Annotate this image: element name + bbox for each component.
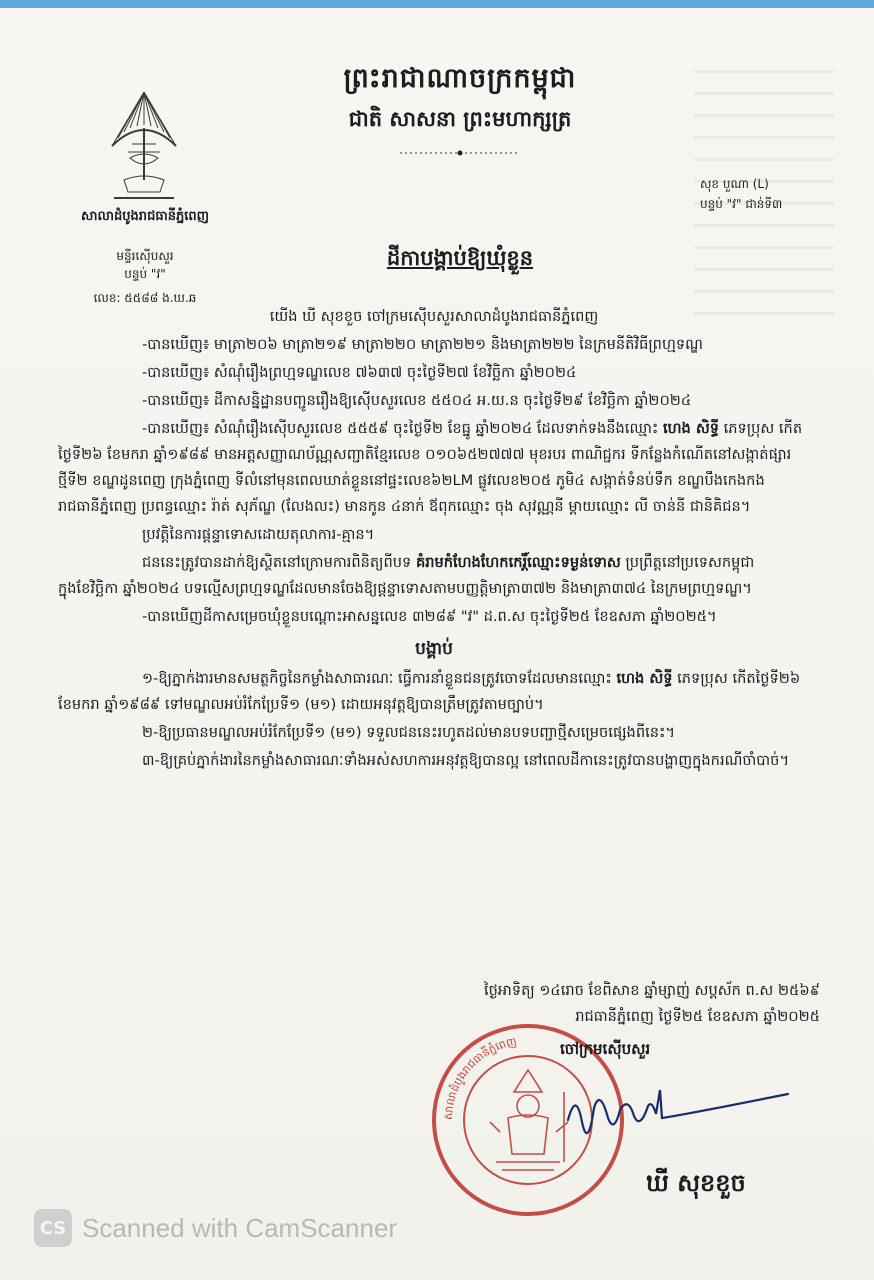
order-3: ៣-ឱ្យគ្រប់ភ្នាក់ងារនៃកម្លាំងសាធារណៈទាំងអស់សហការអនុវត្តឱ្យបានល្អ នៅពេលដីកានេះត្រូវបានបង្ហាញក្នុងករណីចាំបាច់។ — [142, 752, 790, 769]
file-chamber: បន្ទប់ "វ" ជាន់ទី៣ — [700, 197, 783, 211]
seen-clause-3: -បានឃើញ៖ ដីកាសន្និដ្ឋានបញ្ជូនរឿងឱ្យស៊ើបសួរលេខ ៥៥០៤ អ.យ.ន ចុះថ្ងៃទី២៩ ខែវិច្ឆិកា ឆ្នាំ២០២៤ — [142, 392, 692, 409]
investigation-office: មន្ទីរស៊ើបសួរ — [116, 249, 174, 263]
signatory-name: ឃី សុខខួច — [646, 1169, 746, 1197]
charge-paragraph — [58, 550, 810, 602]
order-heading: បង្គាប់ — [415, 639, 453, 659]
order-1-name: ហេង សិទ្ធី — [616, 670, 673, 687]
charge-prefix: ជននេះត្រូវបានដាក់ឱ្យស្ថិតនៅក្រោមការពិនិត្យពីបទ — [142, 554, 412, 571]
seen-clause-1: -បានឃើញ៖ មាត្រា២០៦ មាត្រា២១៩ មាត្រា២២០ មាត្រា២២១ និងមាត្រា២២២ នៃក្រមនីតិវិធីព្រហ្មទណ្ឌ — [142, 336, 703, 353]
national-motto: ជាតិ សាសនា ព្រះមហាក្សត្រ — [348, 107, 572, 131]
file-number: សុខ បួណា (L) — [700, 177, 769, 191]
kingdom-heading: ព្រះរាជាណាចក្រកម្ពុជា — [343, 63, 577, 94]
accused-details: ភេទប្រុស កើតថ្ងៃទី២៦ ខែមករា ឆ្នាំ១៩៨៩ មានអត្តសញ្ញាណប័ណ្ណសញ្ជាតិខ្មែរលេខ ០១០៦៥២៧៧៧ មុខរបរ ពាណិជ្ជករ ទីកន្លែងកំណើតនៅសង្កាត់ផ្សារថ្មីទី២ ខណ្ឌដូនពេញ ក្រុងភ្នំពេញ ទីលំនៅមុនពេលឃាត់ខ្លួននៅផ្ទះលេខ៦២LM ផ្លូវលេខ២០៥ ភូមិ៤ សង្កាត់ទំនប់ទឹក ខណ្ឌបឹងកេងកង រាជធានីភ្នំពេញ ប្រពន្ធឈ្មោះ រ៉ាត់ សុភ័ណ្ឌ (លែងលះ) មានកូន ៤នាក់ ឪពុកឈ្មោះ ចុង សុវណ្ណនី ម្តាយឈ្មោះ លី ចាន់នី ជានិគិជន។ — [58, 420, 803, 515]
scan-top-edge — [0, 0, 874, 8]
camscanner-text: Scanned with CamScanner — [82, 1212, 398, 1243]
chamber-label: បន្ទប់ "វ" — [124, 267, 166, 281]
lunar-date: ថ្ងៃអាទិត្យ ១៤រោច ខែពិសាខ ឆ្នាំម្សាញ់ សប្តស័ក ព.ស ២៥៦៩ — [484, 982, 820, 999]
camscanner-logo-icon: CS — [34, 1209, 72, 1247]
order-2: ២-ឱ្យប្រធានមណ្ឌលអប់រំកែប្រែទី១ (ម១) ទទួលជននេះរហូតដល់មានបទបញ្ជាថ្មីសម្រេចផ្សេងពីនេះ។ — [142, 724, 676, 741]
handwritten-signature — [548, 1060, 808, 1170]
order-1-prefix: ១-ឱ្យភ្នាក់ងារមានសមត្ថកិច្ចនៃកម្លាំងសាធារណៈ ធ្វើការនាំខ្លួនជនត្រូវចោទដែលមានឈ្មោះ — [142, 670, 612, 687]
intro-line: យើង ឃី សុខខួច ចៅក្រមស៊ើបសួរសាលាដំបូងរាជធានីភ្នំពេញ — [269, 308, 599, 325]
criminal-record: ប្រវត្តិនៃការផ្តន្ទាទោសដោយតុលាការ-គ្មាន។ — [142, 526, 375, 543]
seal-text: សាលាដំបូងរាជធានីភ្នំពេញ — [441, 1034, 518, 1121]
reference-number: លេខ: ៥៥៨៨ ង.ឃ.ឆ — [93, 291, 197, 305]
order-1-details: ភេទប្រុស កើតថ្ងៃទី២៦ ខែមករា ឆ្នាំ១៩៨៩ ទៅមណ្ឌលអប់រំកែប្រែទី១ (ម១) ដោយអនុវត្តឱ្យបានត្រឹមត្រូវតាមច្បាប់។ — [58, 670, 801, 713]
document-title: ដីកាបង្គាប់ឱ្យឃុំខ្លួន — [386, 246, 534, 270]
charge-details: ប្រព្រឹត្តនៅប្រទេសកម្ពុជា ក្នុងខែវិច្ឆិកា ឆ្នាំ២០២៤ បទល្មើសព្រហ្មទណ្ឌដែលមានចែងឱ្យផ្តន្ទាទោសតាមបញ្ញត្តិមាត្រា៣៧២ និងមាត្រា៣៧៤ នៃក្រមព្រហ្មទណ្ឌ។ — [58, 554, 755, 597]
accused-name: ហេង សិទ្ធី — [662, 420, 719, 437]
court-name: សាលាដំបូងរាជធានីភ្នំពេញ — [81, 209, 209, 224]
seen-clause-4 — [58, 416, 810, 520]
signatory-role: ចៅក្រមស៊ើបសួរ — [560, 1040, 651, 1058]
camscanner-watermark — [34, 1209, 397, 1247]
charge-name: គំរាមកំហែងហែកកេរ្តិ៍ឈ្មោះទម្ងន់ទោស — [415, 554, 621, 571]
solar-date: រាជធានីភ្នំពេញ ថ្ងៃទី២៥ ខែឧសភា ឆ្នាំ២០២៥ — [575, 1008, 820, 1025]
seen-clause-2: -បានឃើញ៖ សំណុំរឿងព្រហ្មទណ្ឌលេខ ៧៦៣៧ ចុះថ្ងៃទី២៧ ខែវិច្ឆិកា ឆ្នាំ២០២៤ — [142, 364, 577, 381]
seen-clause-5: -បានឃើញដីកាសម្រេចឃុំខ្លួនបណ្តោះអាសន្នលេខ ៣២៨៩ "វ" ដ.ព.ស ចុះថ្ងៃទី២៥ ខែឧសភា ឆ្នាំ២០២៥។ — [142, 608, 717, 625]
court-emblem-icon — [104, 88, 184, 206]
order-1 — [58, 666, 810, 718]
ornament-divider — [400, 150, 520, 156]
document-body — [58, 304, 810, 776]
seen-clause-4-prefix: -បានឃើញ៖ សំណុំរឿងស៊ើបសួរលេខ ៥៥៥៩ ចុះថ្ងៃទី២ ខែធ្នូ ឆ្នាំ២០២៤ ដែលទាក់ទងនឹងឈ្មោះ — [142, 420, 659, 437]
